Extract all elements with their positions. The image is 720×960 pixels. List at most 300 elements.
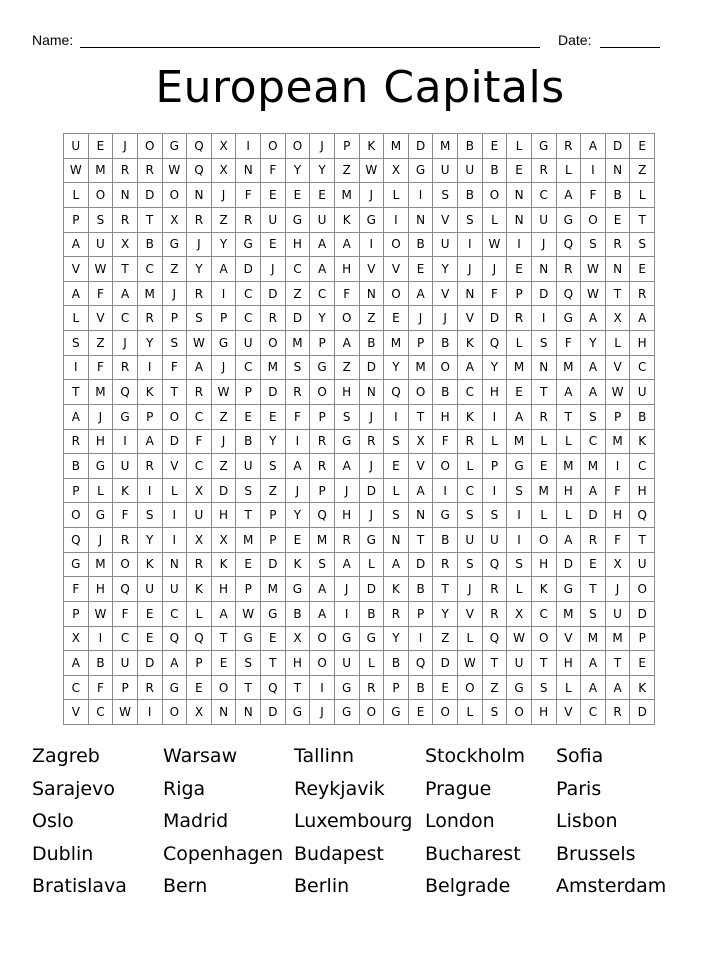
grid-cell[interactable]: F (606, 528, 631, 553)
grid-cell[interactable]: L (483, 208, 508, 233)
grid-cell[interactable]: R (138, 159, 163, 184)
grid-cell[interactable]: T (606, 282, 631, 307)
grid-cell[interactable]: V (384, 257, 409, 282)
grid-cell[interactable]: R (64, 430, 89, 455)
grid-cell[interactable]: R (507, 306, 532, 331)
grid-cell[interactable]: S (532, 676, 557, 701)
grid-cell[interactable]: Y (286, 159, 311, 184)
grid-cell[interactable]: H (335, 257, 360, 282)
grid-cell[interactable]: I (89, 627, 114, 652)
grid-cell[interactable]: Z (212, 405, 237, 430)
grid-cell[interactable]: I (483, 405, 508, 430)
grid-cell[interactable]: M (581, 627, 606, 652)
grid-cell[interactable]: H (630, 479, 655, 504)
grid-cell[interactable]: C (581, 430, 606, 455)
grid-cell[interactable]: N (409, 503, 434, 528)
grid-cell[interactable]: J (433, 306, 458, 331)
grid-cell[interactable]: H (483, 380, 508, 405)
grid-cell[interactable]: V (433, 282, 458, 307)
grid-cell[interactable]: U (89, 233, 114, 258)
grid-cell[interactable]: Z (483, 676, 508, 701)
grid-cell[interactable]: U (458, 159, 483, 184)
grid-cell[interactable]: M (335, 183, 360, 208)
word-search-grid[interactable] (63, 133, 655, 725)
grid-cell[interactable]: N (606, 257, 631, 282)
grid-cell[interactable]: Z (212, 454, 237, 479)
grid-cell[interactable]: X (606, 306, 631, 331)
grid-cell[interactable]: U (163, 577, 188, 602)
grid-cell[interactable]: P (483, 454, 508, 479)
grid-cell[interactable]: D (557, 553, 582, 578)
grid-cell[interactable]: A (557, 183, 582, 208)
grid-cell[interactable]: M (384, 134, 409, 159)
grid-cell[interactable]: R (630, 282, 655, 307)
grid-cell[interactable]: Y (138, 331, 163, 356)
grid-cell[interactable]: S (458, 208, 483, 233)
grid-cell[interactable]: P (310, 479, 335, 504)
grid-cell[interactable]: J (113, 331, 138, 356)
grid-cell[interactable]: Y (212, 233, 237, 258)
grid-cell[interactable]: P (187, 651, 212, 676)
grid-cell[interactable]: J (113, 134, 138, 159)
grid-cell[interactable]: N (187, 183, 212, 208)
grid-cell[interactable]: I (286, 430, 311, 455)
grid-cell[interactable]: J (360, 454, 385, 479)
grid-cell[interactable]: G (384, 700, 409, 725)
grid-cell[interactable]: M (606, 430, 631, 455)
grid-cell[interactable]: Y (310, 159, 335, 184)
grid-cell[interactable]: O (89, 183, 114, 208)
grid-cell[interactable]: Q (310, 503, 335, 528)
grid-cell[interactable]: T (286, 676, 311, 701)
grid-cell[interactable]: M (236, 528, 261, 553)
grid-cell[interactable]: U (236, 331, 261, 356)
grid-cell[interactable]: I (236, 134, 261, 159)
grid-cell[interactable]: B (409, 577, 434, 602)
grid-cell[interactable]: G (236, 627, 261, 652)
grid-cell[interactable]: H (606, 503, 631, 528)
grid-cell[interactable]: A (335, 233, 360, 258)
grid-cell[interactable]: P (507, 282, 532, 307)
grid-cell[interactable]: Q (261, 676, 286, 701)
grid-cell[interactable]: Q (163, 627, 188, 652)
grid-cell[interactable]: M (433, 134, 458, 159)
grid-cell[interactable]: A (606, 676, 631, 701)
grid-cell[interactable]: R (557, 257, 582, 282)
grid-cell[interactable]: E (606, 208, 631, 233)
grid-cell[interactable]: Z (163, 257, 188, 282)
grid-cell[interactable]: W (360, 159, 385, 184)
grid-cell[interactable]: M (557, 454, 582, 479)
grid-cell[interactable]: D (606, 134, 631, 159)
grid-cell[interactable]: I (113, 430, 138, 455)
grid-cell[interactable]: D (212, 479, 237, 504)
grid-cell[interactable]: K (458, 405, 483, 430)
grid-cell[interactable]: J (212, 183, 237, 208)
grid-cell[interactable]: Z (630, 159, 655, 184)
grid-cell[interactable]: S (384, 503, 409, 528)
grid-cell[interactable]: J (261, 257, 286, 282)
grid-cell[interactable]: A (310, 233, 335, 258)
grid-cell[interactable]: N (409, 208, 434, 233)
grid-cell[interactable]: B (606, 183, 631, 208)
grid-cell[interactable]: C (532, 183, 557, 208)
grid-cell[interactable]: W (163, 159, 188, 184)
grid-cell[interactable]: F (483, 282, 508, 307)
grid-cell[interactable]: H (89, 577, 114, 602)
grid-cell[interactable]: Q (483, 627, 508, 652)
grid-cell[interactable]: A (384, 553, 409, 578)
grid-cell[interactable]: S (433, 183, 458, 208)
grid-cell[interactable]: J (458, 257, 483, 282)
grid-cell[interactable]: L (458, 454, 483, 479)
grid-cell[interactable]: P (113, 676, 138, 701)
grid-cell[interactable]: I (384, 405, 409, 430)
grid-cell[interactable]: E (286, 183, 311, 208)
grid-cell[interactable]: Q (483, 553, 508, 578)
grid-cell[interactable]: B (360, 331, 385, 356)
grid-cell[interactable]: P (236, 380, 261, 405)
grid-cell[interactable]: U (630, 380, 655, 405)
grid-cell[interactable]: Q (557, 282, 582, 307)
grid-cell[interactable]: U (507, 651, 532, 676)
grid-cell[interactable]: N (113, 183, 138, 208)
grid-cell[interactable]: O (581, 208, 606, 233)
grid-cell[interactable]: W (581, 282, 606, 307)
grid-cell[interactable]: F (236, 183, 261, 208)
grid-cell[interactable]: M (138, 282, 163, 307)
grid-cell[interactable]: J (458, 577, 483, 602)
grid-cell[interactable]: S (581, 233, 606, 258)
grid-cell[interactable]: N (606, 159, 631, 184)
grid-cell[interactable]: O (310, 651, 335, 676)
grid-cell[interactable]: C (236, 306, 261, 331)
grid-cell[interactable]: J (335, 479, 360, 504)
grid-cell[interactable]: E (212, 651, 237, 676)
grid-cell[interactable]: G (335, 627, 360, 652)
grid-cell[interactable]: P (409, 602, 434, 627)
grid-cell[interactable]: T (532, 651, 557, 676)
grid-cell[interactable]: E (138, 627, 163, 652)
grid-cell[interactable]: M (557, 356, 582, 381)
grid-cell[interactable]: G (507, 676, 532, 701)
grid-cell[interactable]: L (384, 479, 409, 504)
grid-cell[interactable]: A (581, 306, 606, 331)
grid-cell[interactable]: V (89, 306, 114, 331)
grid-cell[interactable]: Q (113, 380, 138, 405)
grid-cell[interactable]: K (630, 676, 655, 701)
grid-cell[interactable]: G (310, 356, 335, 381)
grid-cell[interactable]: W (89, 257, 114, 282)
grid-cell[interactable]: R (483, 577, 508, 602)
grid-cell[interactable]: O (163, 700, 188, 725)
grid-cell[interactable]: B (409, 233, 434, 258)
grid-cell[interactable]: Q (187, 134, 212, 159)
grid-cell[interactable]: F (89, 282, 114, 307)
grid-cell[interactable]: R (532, 405, 557, 430)
grid-cell[interactable]: Y (384, 356, 409, 381)
grid-cell[interactable]: I (458, 233, 483, 258)
grid-cell[interactable]: X (212, 159, 237, 184)
grid-cell[interactable]: H (335, 380, 360, 405)
grid-cell[interactable]: P (409, 331, 434, 356)
date-input-line[interactable] (600, 47, 660, 48)
grid-cell[interactable]: E (409, 257, 434, 282)
grid-cell[interactable]: N (163, 553, 188, 578)
grid-cell[interactable]: X (286, 627, 311, 652)
grid-cell[interactable]: O (261, 134, 286, 159)
grid-cell[interactable]: A (212, 602, 237, 627)
grid-cell[interactable]: B (138, 233, 163, 258)
grid-cell[interactable]: Z (286, 282, 311, 307)
grid-cell[interactable]: G (89, 454, 114, 479)
grid-cell[interactable]: U (113, 454, 138, 479)
grid-cell[interactable]: X (606, 553, 631, 578)
grid-cell[interactable]: O (409, 380, 434, 405)
grid-cell[interactable]: L (64, 183, 89, 208)
grid-cell[interactable]: H (532, 700, 557, 725)
grid-cell[interactable]: Z (433, 627, 458, 652)
grid-cell[interactable]: R (138, 676, 163, 701)
grid-cell[interactable]: W (458, 651, 483, 676)
grid-cell[interactable]: L (532, 430, 557, 455)
grid-cell[interactable]: X (187, 528, 212, 553)
grid-cell[interactable]: M (581, 454, 606, 479)
grid-cell[interactable]: Z (335, 159, 360, 184)
grid-cell[interactable]: G (286, 700, 311, 725)
grid-cell[interactable]: E (236, 553, 261, 578)
grid-cell[interactable]: C (581, 700, 606, 725)
grid-cell[interactable]: O (630, 577, 655, 602)
grid-cell[interactable]: P (310, 405, 335, 430)
grid-cell[interactable]: Y (310, 306, 335, 331)
grid-cell[interactable]: A (581, 651, 606, 676)
grid-cell[interactable]: X (64, 627, 89, 652)
grid-cell[interactable]: H (630, 331, 655, 356)
grid-cell[interactable]: R (187, 282, 212, 307)
grid-cell[interactable]: S (64, 331, 89, 356)
grid-cell[interactable]: E (261, 233, 286, 258)
grid-cell[interactable]: E (286, 528, 311, 553)
grid-cell[interactable]: A (310, 602, 335, 627)
grid-cell[interactable]: E (187, 676, 212, 701)
grid-cell[interactable]: U (433, 159, 458, 184)
grid-cell[interactable]: T (532, 380, 557, 405)
grid-cell[interactable]: E (261, 627, 286, 652)
grid-cell[interactable]: K (113, 479, 138, 504)
grid-cell[interactable]: O (384, 282, 409, 307)
grid-cell[interactable]: Q (64, 528, 89, 553)
grid-cell[interactable]: E (261, 183, 286, 208)
grid-cell[interactable]: S (187, 306, 212, 331)
grid-cell[interactable]: N (360, 380, 385, 405)
grid-cell[interactable]: A (286, 454, 311, 479)
grid-cell[interactable]: D (360, 356, 385, 381)
grid-cell[interactable]: A (64, 651, 89, 676)
grid-cell[interactable]: X (113, 233, 138, 258)
grid-cell[interactable]: B (433, 528, 458, 553)
grid-cell[interactable]: N (236, 159, 261, 184)
grid-cell[interactable]: D (138, 183, 163, 208)
grid-cell[interactable]: G (163, 676, 188, 701)
grid-cell[interactable]: N (507, 183, 532, 208)
grid-cell[interactable]: O (458, 676, 483, 701)
grid-cell[interactable]: T (433, 577, 458, 602)
grid-cell[interactable]: R (606, 233, 631, 258)
grid-cell[interactable]: D (581, 503, 606, 528)
grid-cell[interactable]: J (212, 356, 237, 381)
grid-cell[interactable]: L (483, 430, 508, 455)
grid-cell[interactable]: I (335, 602, 360, 627)
grid-cell[interactable]: S (310, 553, 335, 578)
grid-cell[interactable]: E (310, 183, 335, 208)
grid-cell[interactable]: E (433, 676, 458, 701)
grid-cell[interactable]: O (433, 454, 458, 479)
grid-cell[interactable]: R (360, 430, 385, 455)
grid-cell[interactable]: V (433, 208, 458, 233)
grid-cell[interactable]: E (138, 602, 163, 627)
grid-cell[interactable]: L (458, 700, 483, 725)
grid-cell[interactable]: I (433, 479, 458, 504)
grid-cell[interactable]: R (261, 306, 286, 331)
grid-cell[interactable]: E (630, 651, 655, 676)
grid-cell[interactable]: U (433, 233, 458, 258)
grid-cell[interactable]: T (409, 528, 434, 553)
grid-cell[interactable]: E (507, 257, 532, 282)
grid-cell[interactable]: E (532, 454, 557, 479)
grid-cell[interactable]: Z (335, 356, 360, 381)
grid-cell[interactable]: N (360, 282, 385, 307)
grid-cell[interactable]: D (630, 700, 655, 725)
grid-cell[interactable]: D (261, 700, 286, 725)
grid-cell[interactable]: E (261, 405, 286, 430)
grid-cell[interactable]: P (335, 134, 360, 159)
grid-cell[interactable]: F (433, 430, 458, 455)
grid-cell[interactable]: Q (187, 627, 212, 652)
grid-cell[interactable]: Y (261, 430, 286, 455)
name-input-line[interactable] (80, 47, 540, 48)
grid-cell[interactable]: L (557, 503, 582, 528)
grid-cell[interactable]: D (261, 282, 286, 307)
grid-cell[interactable]: R (384, 602, 409, 627)
grid-cell[interactable]: C (286, 257, 311, 282)
grid-cell[interactable]: V (64, 700, 89, 725)
grid-cell[interactable]: G (64, 553, 89, 578)
grid-cell[interactable]: R (236, 208, 261, 233)
grid-cell[interactable]: I (360, 233, 385, 258)
grid-cell[interactable]: K (286, 553, 311, 578)
grid-cell[interactable]: S (458, 503, 483, 528)
grid-cell[interactable]: L (630, 183, 655, 208)
grid-cell[interactable]: I (606, 454, 631, 479)
grid-cell[interactable]: V (163, 454, 188, 479)
grid-cell[interactable]: L (187, 602, 212, 627)
grid-cell[interactable]: B (458, 183, 483, 208)
grid-cell[interactable]: A (138, 430, 163, 455)
grid-cell[interactable]: Y (433, 257, 458, 282)
grid-cell[interactable]: Y (286, 503, 311, 528)
grid-cell[interactable]: Y (581, 331, 606, 356)
grid-cell[interactable]: M (384, 331, 409, 356)
grid-cell[interactable]: D (286, 306, 311, 331)
grid-cell[interactable]: R (606, 700, 631, 725)
grid-cell[interactable]: P (64, 208, 89, 233)
grid-cell[interactable]: Y (187, 257, 212, 282)
grid-cell[interactable]: A (310, 577, 335, 602)
grid-cell[interactable]: D (236, 257, 261, 282)
grid-cell[interactable]: W (236, 602, 261, 627)
grid-cell[interactable]: O (138, 134, 163, 159)
grid-cell[interactable]: V (409, 454, 434, 479)
grid-cell[interactable]: T (236, 503, 261, 528)
grid-cell[interactable]: O (286, 134, 311, 159)
grid-cell[interactable]: A (113, 282, 138, 307)
grid-cell[interactable]: R (581, 528, 606, 553)
grid-cell[interactable]: A (64, 405, 89, 430)
grid-cell[interactable]: O (360, 700, 385, 725)
grid-cell[interactable]: S (483, 503, 508, 528)
grid-cell[interactable]: A (64, 282, 89, 307)
grid-cell[interactable]: L (360, 553, 385, 578)
grid-cell[interactable]: T (557, 405, 582, 430)
grid-cell[interactable]: N (507, 208, 532, 233)
grid-cell[interactable]: A (409, 479, 434, 504)
grid-cell[interactable]: R (187, 380, 212, 405)
grid-cell[interactable]: J (360, 183, 385, 208)
grid-cell[interactable]: S (581, 405, 606, 430)
grid-cell[interactable]: I (310, 676, 335, 701)
grid-cell[interactable]: U (187, 503, 212, 528)
grid-cell[interactable]: R (532, 159, 557, 184)
grid-cell[interactable]: P (630, 627, 655, 652)
grid-cell[interactable]: A (630, 306, 655, 331)
grid-cell[interactable]: X (187, 700, 212, 725)
grid-cell[interactable]: L (507, 577, 532, 602)
grid-cell[interactable]: G (360, 528, 385, 553)
grid-cell[interactable]: J (310, 134, 335, 159)
grid-cell[interactable]: U (532, 208, 557, 233)
grid-cell[interactable]: E (507, 380, 532, 405)
grid-cell[interactable]: F (89, 356, 114, 381)
grid-cell[interactable]: C (310, 282, 335, 307)
grid-cell[interactable]: X (384, 159, 409, 184)
grid-cell[interactable]: P (138, 405, 163, 430)
grid-cell[interactable]: D (360, 577, 385, 602)
grid-cell[interactable]: M (606, 627, 631, 652)
grid-cell[interactable]: S (483, 700, 508, 725)
grid-cell[interactable]: A (581, 380, 606, 405)
grid-cell[interactable]: R (113, 208, 138, 233)
grid-cell[interactable]: R (483, 602, 508, 627)
grid-cell[interactable]: Y (433, 602, 458, 627)
grid-cell[interactable]: L (507, 331, 532, 356)
grid-cell[interactable]: W (483, 233, 508, 258)
grid-cell[interactable]: O (163, 183, 188, 208)
grid-cell[interactable]: D (433, 651, 458, 676)
grid-cell[interactable]: U (606, 602, 631, 627)
grid-cell[interactable]: C (113, 306, 138, 331)
grid-cell[interactable]: T (64, 380, 89, 405)
grid-cell[interactable]: W (187, 331, 212, 356)
grid-cell[interactable]: H (335, 503, 360, 528)
grid-cell[interactable]: M (310, 528, 335, 553)
grid-cell[interactable]: B (409, 676, 434, 701)
grid-cell[interactable]: K (138, 380, 163, 405)
grid-cell[interactable]: Q (187, 159, 212, 184)
grid-cell[interactable]: B (458, 134, 483, 159)
grid-cell[interactable]: A (335, 331, 360, 356)
grid-cell[interactable]: D (261, 553, 286, 578)
